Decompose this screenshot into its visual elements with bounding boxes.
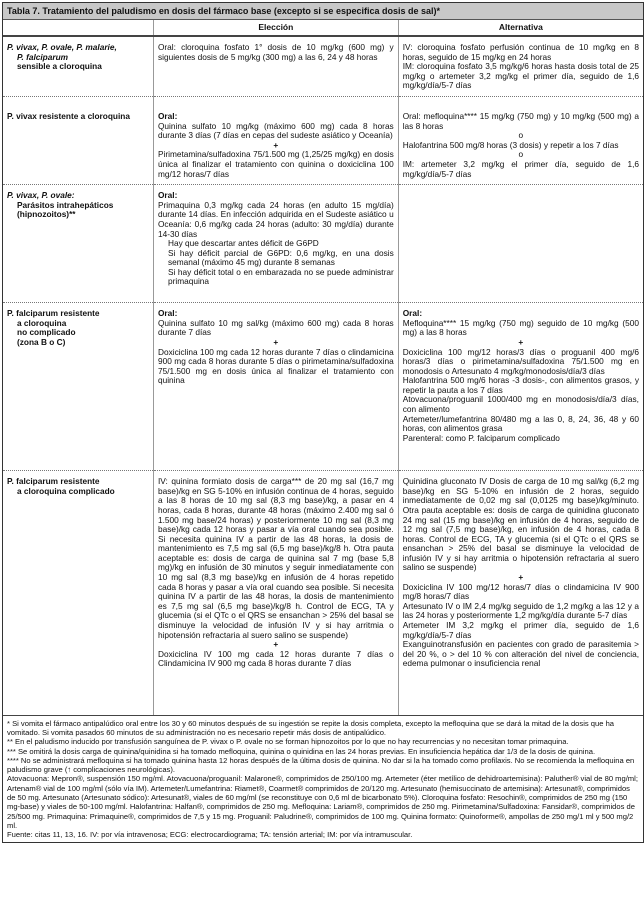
- eleccion-cell: Oral: Quinina sulfato 10 mg/kg (máximo 600 mg) cada 8 horas durante 3 días (7 días en cepas del sudeste asiático y Oceanía) + Pirimetamina/sulfadoxina 75/1.500 mg (1,25/25 mg/kg) en dosis única al finalizar el tratamiento con quinina o doxiciclina 100 mg/12 horas/7 días: [153, 96, 398, 184]
- footnote: ** En el paludismo inducido por transfusión sanguínea de P. vivax o P. ovale no se forman hipnozoitos por lo que no hay recurrencias y no necesitan tomar primaquina.: [7, 737, 569, 747]
- treatment-table: [3, 20, 643, 715]
- table-row: [3, 471, 643, 715]
- table-title: Tabla 7. Tratamiento del paludismo en dosis del fármaco base (excepto si se especifica dosis de sal)*: [3, 3, 643, 20]
- alternativa-cell: IV: cloroquina fosfato perfusión continua de 10 mg/kg en 8 horas, seguido de 15 mg/kg en 24 horas IM: cloroquina fosfato 3,5 mg/kg/6 horas hasta dosis total de 25 mg/kg o artemeter 3,2 mg/kg el primer día, seguido de 1,6 mg/kg/día/5-7 días: [398, 36, 643, 96]
- footnote: Atovacuona: Mepron®, suspensión 150 mg/ml. Atovacuona/proguanil: Malarone®, comprimidos de 250/100 mg. Artemeter (éter metílico de dehidroartemisina): Paluther® vial de 80 mg/ml; Artenam® vial de 100 mg/ml (sólo vía IM). Artemeter/Lumefantrina: Riamet®, Coarmet® comprimidos de 20/120 mg. Artesunato (hemisuccinato de artemisina): Artesunat®, comprimidos de 50 mg. Artesunato (Artesunato sódico): Artesunat®, viales de 60 mg/ml (se reconstituye con 0,6 ml de bicarbonato 5%). Cloroquina fosfato: Resochin®, comprimidos de 250 mg (150 mg-base) y viales de 50-100 mg/ml. Halofantrina: Halfan®, comprimidos de 250 mg. Mefloquina: Lariam®, comprimidos de 250 mg. Pirimetamina/Sulfadoxina: Fansidar®, comprimidos de 25/500 mg. Primaquina: Primaquine®, comprimidos de 7,5 y 15 mg. Proguanil: Paludrine®, comprimidos de 100 mg. Quinina formato: Quinoforme®, ampollas de 250 mg/1 ml y 500 mg/2 ml.: [7, 774, 638, 830]
- eleccion-cell: Oral: cloroquina fosfato 1° dosis de 10 mg/kg (600 mg) y siguientes dosis de 5 mg/kg (300 mg) a las 6, 24 y 48 horas: [153, 36, 398, 96]
- footnote: *** Se omitirá la dosis carga de quinina/quinidina si ha tomado mefloquina, quinina o quinidina en las 24 horas previas. En insuficiencia hepática dar 1/3 de la dosis de quinina.: [7, 746, 596, 756]
- header-species: [3, 20, 153, 36]
- species-cell: P. vivax, P. ovale, P. malarie, P. falciparum sensible a cloroquina: [3, 36, 153, 96]
- table-header-row: [3, 20, 643, 36]
- species-cell: P. falciparum resistente a cloroquina no complicado (zona B o C): [3, 303, 153, 471]
- footnote: * Si vomita el fármaco antipalúdico oral entre los 30 y 60 minutos después de su ingestión se repite la dosis completa, excepto la mefloquina que se dará la mitad de la dosis que ha vomitado. Si vomita pasados 60 minutos de su administración no es necesario repetir más dosis de antipalúdico.: [7, 718, 615, 737]
- table-row: [3, 185, 643, 303]
- alternativa-cell: Oral: mefloquina**** 15 mg/kg (750 mg) y 10 mg/kg (500 mg) a las 8 horas o Halofantrina 500 mg/8 horas (3 dosis) y repetir a los 7 días o IM: artemeter 3,2 mg/kg el primer día, seguido de 1,6 mg/kg/día/5-7 días: [398, 96, 643, 184]
- table-container: [2, 2, 644, 843]
- alternativa-cell: [398, 185, 643, 303]
- alternativa-cell: Oral: Mefloquina**** 15 mg/kg (750 mg) seguido de 10 mg/kg (500 mg) a las 8 horas + Doxiciclina 100 mg/12 horas/3 días o proguanil 400 mg/6 horas/3 días o pirimetamina/sulfadoxina 75/1.500 mg en monodosis o Artesunato 4 mg/kg/monodosis/día/3 días Halofantrina 500 mg/6 horas -3 dosis-, con alimentos grasos, y repetir la pauta a los 7 días Atovacuona/proguanil 1000/400 mg en monodosis/día/3 días, con alimento Artemeter/lumefantrina 80/480 mg a las 0, 8, 24, 36, 48 y 60 horas, con alimentos grasa Parenteral: como P. falciparum complicado: [398, 303, 643, 471]
- footnote: **** No se administrará mefloquina si ha tomado quinina hasta 12 horas después de la última dosis de quinina. No dar si la ha tomado como profilaxis. No se recomienda la mefloquina en paludismo grave (↑ complicaciones neurológicas).: [7, 755, 635, 775]
- eleccion-cell: Oral: Quinina sulfato 10 mg sal/kg (máximo 600 mg) cada 8 horas durante 7 días + Doxiciclina 100 mg cada 12 horas durante 7 días o clindamicina 900 mg cada 8 horas durante 5 días o pirimetamina/sulfadoxina 75/1.500 mg en dosis única al finalizar el tratamiento con quinina: [153, 303, 398, 471]
- header-alternativa: Alternativa: [398, 20, 643, 36]
- table-row: [3, 303, 643, 471]
- eleccion-cell: IV: quinina formiato dosis de carga*** de 20 mg sal (16,7 mg base)/kg en SG 5-10% en infusión continua de 4 horas, seguido a las 8 horas de 10 mg sal (8,3 mg base)/kg, a pasar en 4 horas, cada 8 horas, durante 48 horas (máximo 2.400 mg sal ó 1.500 mg base/24 horas) y posteriormente 10 mg sal (8,3 mg base)/kg cada 12 horas y pasar a vía oral cuando sea posible. Si necesita quinina IV a partir de las 48 horas, la dosis de mantenimiento es 7,5 mg sal (6,5 mg base)/kg/8 h. Otra pauta aceptable es: dosis de carga de quinina sal 7 mg (base 5,8 mg)/kg en infusión de 30 minutos y seguir inmediatamente con 10 mg sal (8,3 mg base)/kg en infusión de 4 horas repetido cada 8 horas y pasar a vía oral cuando sea posible. Si necesita quinina IV a partir de las 48 horas, la dosis de mantenimiento es 7,5 mg sal (6,5 mg base)/kg/8 h. Control de ECG, TA y glucemia (si el QTc o el QRS se ensanchan > 25% del basal se disminuye la velocidad de infusión IV y si hay arritmia o hipotensión refractaria al suero salino se suspende) + Doxiciclina IV 100 mg cada 12 horas durante 7 días o Clindamicina IV 900 mg cada 8 horas durante 7 días: [153, 471, 398, 715]
- alternativa-cell: Quinidina gluconato IV Dosis de carga de 10 mg sal/kg (6,2 mg base)/kg en SG 5-10% en infusión de 2 horas, seguido inmediatamente de 0,02 mg sal (0,0125 mg base)/kg/minuto. Otra pauta aceptable es: dosis de carga de quinidina gluconato 24 mg sal (15 mg base)/kg en infusión de 4 horas, seguido de 12 mg sal (7,5 mg base)/kg, en infusión de 4 horas, cada 8 horas. Control de ECG, TA y glucemia (si el QTc o el QRS se ensanchan > 25% del basal se disminuye la velocidad de infusión IV y si hay arritmia o hipotensión refractaria al suero salino se suspende) + Doxiciclina IV 100 mg/12 horas/7 días o clindamicina IV 900 mg/8 horas/7 días Artesunato IV o IM 2,4 mg/kg seguido de 1,2 mg/kg a las 12 y a las 24 horas y posteriormente 1,2 mg/kg/día durante 5-7 días Artemeter IM 3,2 mg/kg el primer día, seguido de 1,6 mg/kg/día/5-7 días Exanguinotransfusión en pacientes con grado de parasitemia > del 20 %, o > del 10 % con alteración del nivel de conciencia, edema pulmonar o insuficiencia renal: [398, 471, 643, 715]
- eleccion-cell: Oral: Primaquina 0,3 mg/kg cada 24 horas (en adulto 15 mg/día) durante 14 días. En infección adquirida en el Sudeste asiático u Oceanía: 0,6 mg/kg cada 24 horas (adulto: 30 mg/día) durante 14-30 días Hay que descartar antes déficit de G6PD Si hay déficit parcial de G6PD: 0,6 mg/kg, en una dosis semanal (máximo 45 mg) durante 8 semanas Si hay déficit total o en embarazada no se puede administrar primaquina: [153, 185, 398, 303]
- species-cell: P. vivax resistente a cloroquina: [3, 96, 153, 184]
- table-footnotes: [3, 715, 643, 843]
- footnote: Fuente: citas 11, 13, 16. IV: por vía intravenosa; ECG: electrocardiograma; TA: tensión arterial; IM: por vía intramuscular.: [7, 830, 413, 840]
- table-row: [3, 96, 643, 184]
- table-row: [3, 36, 643, 96]
- species-cell: P. falciparum resistente a cloroquina complicado: [7, 476, 115, 496]
- species-cell: P. vivax, P. ovale: Parásitos intrahepáticos (hipnozoitos)**: [3, 185, 153, 303]
- header-eleccion: Elección: [153, 20, 398, 36]
